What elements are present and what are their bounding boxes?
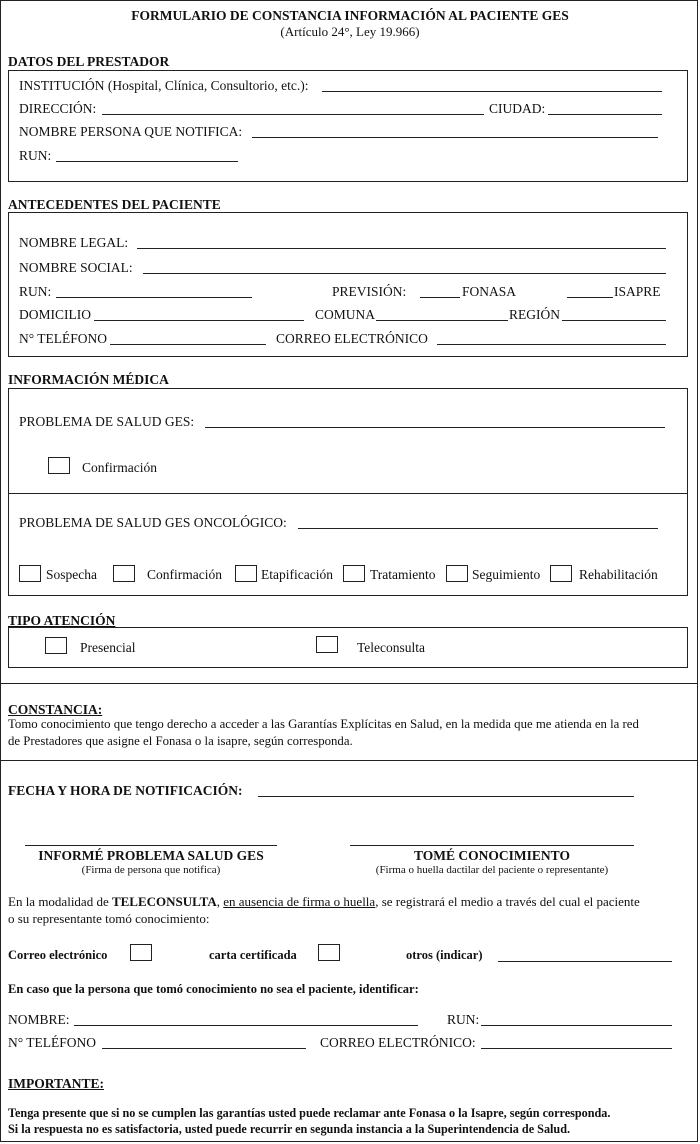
presencial-label: Presencial (80, 640, 136, 655)
etapificacion-checkbox[interactable] (235, 565, 257, 582)
constancia-line-1: Tomo conocimiento que tengo derecho a acceder a las Garantías Explícitas en Salud, en la medida que me atienda en la red (8, 717, 639, 731)
institucion-field[interactable] (322, 91, 662, 92)
medica-divider (8, 493, 688, 494)
tratamiento-label: Tratamiento (370, 567, 436, 582)
direccion-field[interactable] (102, 114, 484, 115)
section-medica-heading: INFORMACIÓN MÉDICA (8, 372, 169, 387)
carta-label: carta certificada (209, 948, 297, 962)
run-prestador-label: RUN: (19, 148, 52, 163)
problema-ges-field[interactable] (205, 427, 665, 428)
run-paciente-field[interactable] (56, 297, 252, 298)
firma-paciente-line[interactable] (350, 845, 634, 846)
caso-label: En caso que la persona que tomó conocimiento no sea el paciente, identificar: (8, 982, 419, 996)
nombre-social-label: NOMBRE SOCIAL: (19, 260, 133, 275)
informe-sub-label: (Firma de persona que notifica) (81, 864, 221, 876)
correo-tercero-label: CORREO ELECTRÓNICO: (320, 1035, 476, 1050)
form-title: FORMULARIO DE CONSTANCIA INFORMACIÓN AL PACIENTE GES (131, 8, 569, 23)
domicilio-label: DOMICILIO (19, 307, 91, 322)
nombre-tercero-field[interactable] (74, 1025, 418, 1026)
fecha-hora-field[interactable] (258, 796, 634, 797)
problema-ges-label: PROBLEMA DE SALUD GES: (19, 414, 195, 429)
comuna-label: COMUNA (315, 307, 376, 322)
telefono-tercero-label: N° TELÉFONO (8, 1035, 97, 1050)
importante-heading: IMPORTANTE: (8, 1076, 105, 1091)
run-prestador-field[interactable] (56, 161, 238, 162)
correo-paciente-label: CORREO ELECTRÓNICO (276, 331, 428, 346)
tratamiento-checkbox[interactable] (343, 565, 365, 582)
informe-label: INFORMÉ PROBLEMA SALUD GES (38, 848, 264, 863)
nombre-notifica-label: NOMBRE PERSONA QUE NOTIFICA: (19, 124, 243, 139)
teleconsulta-checkbox[interactable] (316, 636, 338, 653)
confirmacion-onco-checkbox[interactable] (113, 565, 135, 582)
importante-line-1: Tenga presente que si no se cumplen las garantías usted puede reclamar ante Fonasa o la Isapre, según corresponda. (8, 1106, 611, 1120)
problema-onco-label: PROBLEMA DE SALUD GES ONCOLÓGICO: (19, 515, 287, 530)
prevision-label: PREVISIÓN: (332, 284, 407, 299)
nombre-notifica-field[interactable] (252, 137, 658, 138)
carta-checkbox[interactable] (318, 944, 340, 961)
presencial-checkbox[interactable] (45, 637, 67, 654)
teleconsulta-label: Teleconsulta (357, 640, 426, 655)
run-tercero-label: RUN: (447, 1012, 480, 1027)
fonasa-label: FONASA (462, 284, 517, 299)
form-subtitle: (Artículo 24°, Ley 19.966) (280, 24, 420, 39)
domicilio-field[interactable] (94, 320, 304, 321)
correo-paciente-field[interactable] (437, 344, 666, 345)
isapre-mark-field[interactable] (567, 297, 613, 298)
ciudad-field[interactable] (548, 114, 662, 115)
etapificacion-label: Etapificación (261, 567, 333, 582)
correo-electronico-checkbox[interactable] (130, 944, 152, 961)
institucion-label: INSTITUCIÓN (Hospital, Clínica, Consultorio, etc.): (19, 78, 309, 93)
tele-text-3: , se registrará el medio a través del cual el paciente (375, 894, 640, 909)
region-label: REGIÓN (509, 307, 560, 322)
isapre-label: ISAPRE (614, 284, 661, 299)
importante-line-2: Si la respuesta no es satisfactoria, usted puede recurrir en segunda instancia a la Superintendencia de Salud. (8, 1122, 571, 1136)
tele-text-2: , (216, 894, 224, 909)
run-paciente-label: RUN: (19, 284, 52, 299)
tele-text-1: En la modalidad de (8, 894, 112, 909)
correo-electronico-label: Correo electrónico (8, 948, 108, 962)
tome-label: TOMÉ CONOCIMIENTO (414, 848, 570, 863)
sospecha-label: Sospecha (46, 567, 97, 582)
telefono-paciente-field[interactable] (110, 344, 266, 345)
nombre-legal-label: NOMBRE LEGAL: (19, 235, 129, 250)
teleconsulta-text-line-2: o su representante tomó conocimiento: (8, 911, 210, 926)
otros-label: otros (indicar) (406, 948, 483, 962)
nombre-legal-field[interactable] (137, 248, 666, 249)
fecha-hora-label: FECHA Y HORA DE NOTIFICACIÓN: (8, 783, 243, 798)
nombre-tercero-label: NOMBRE: (8, 1012, 70, 1027)
correo-tercero-field[interactable] (481, 1048, 672, 1049)
constancia-line-2: de Prestadores que asigne el Fonasa o la isapre, según corresponda. (8, 734, 353, 748)
section-prestador-heading: DATOS DEL PRESTADOR (8, 54, 170, 69)
tele-bold: TELECONSULTA (111, 894, 217, 909)
ciudad-label: CIUDAD: (489, 101, 546, 116)
confirmacion-checkbox[interactable] (48, 457, 70, 474)
rehabilitacion-checkbox[interactable] (550, 565, 572, 582)
problema-onco-field[interactable] (298, 528, 658, 529)
fonasa-mark-field[interactable] (420, 297, 460, 298)
direccion-label: DIRECCIÓN: (19, 101, 97, 116)
firma-notifica-line[interactable] (25, 845, 277, 846)
section-atencion-heading: TIPO ATENCIÓN (8, 613, 116, 628)
sospecha-checkbox[interactable] (19, 565, 41, 582)
confirmacion-onco-label: Confirmación (147, 567, 222, 582)
run-tercero-field[interactable] (481, 1025, 672, 1026)
comuna-field[interactable] (376, 320, 508, 321)
seguimiento-label: Seguimiento (472, 567, 541, 582)
telefono-tercero-field[interactable] (102, 1048, 306, 1049)
constancia-bottom-divider (0, 760, 698, 761)
region-field[interactable] (562, 320, 666, 321)
telefono-paciente-label: N° TELÉFONO (19, 331, 108, 346)
tele-underline: en ausencia de firma o huella (223, 894, 376, 909)
teleconsulta-text-line-1 (8, 894, 640, 910)
nombre-social-field[interactable] (143, 273, 666, 274)
constancia-heading: CONSTANCIA: (8, 702, 103, 717)
confirmacion-label: Confirmación (82, 460, 157, 475)
rehabilitacion-label: Rehabilitación (579, 567, 658, 582)
section-paciente-heading: ANTECEDENTES DEL PACIENTE (8, 197, 221, 212)
tome-sub-label: (Firma o huella dactilar del paciente o representante) (375, 864, 609, 876)
seguimiento-checkbox[interactable] (446, 565, 468, 582)
constancia-top-divider (0, 683, 698, 684)
otros-field[interactable] (498, 961, 672, 962)
